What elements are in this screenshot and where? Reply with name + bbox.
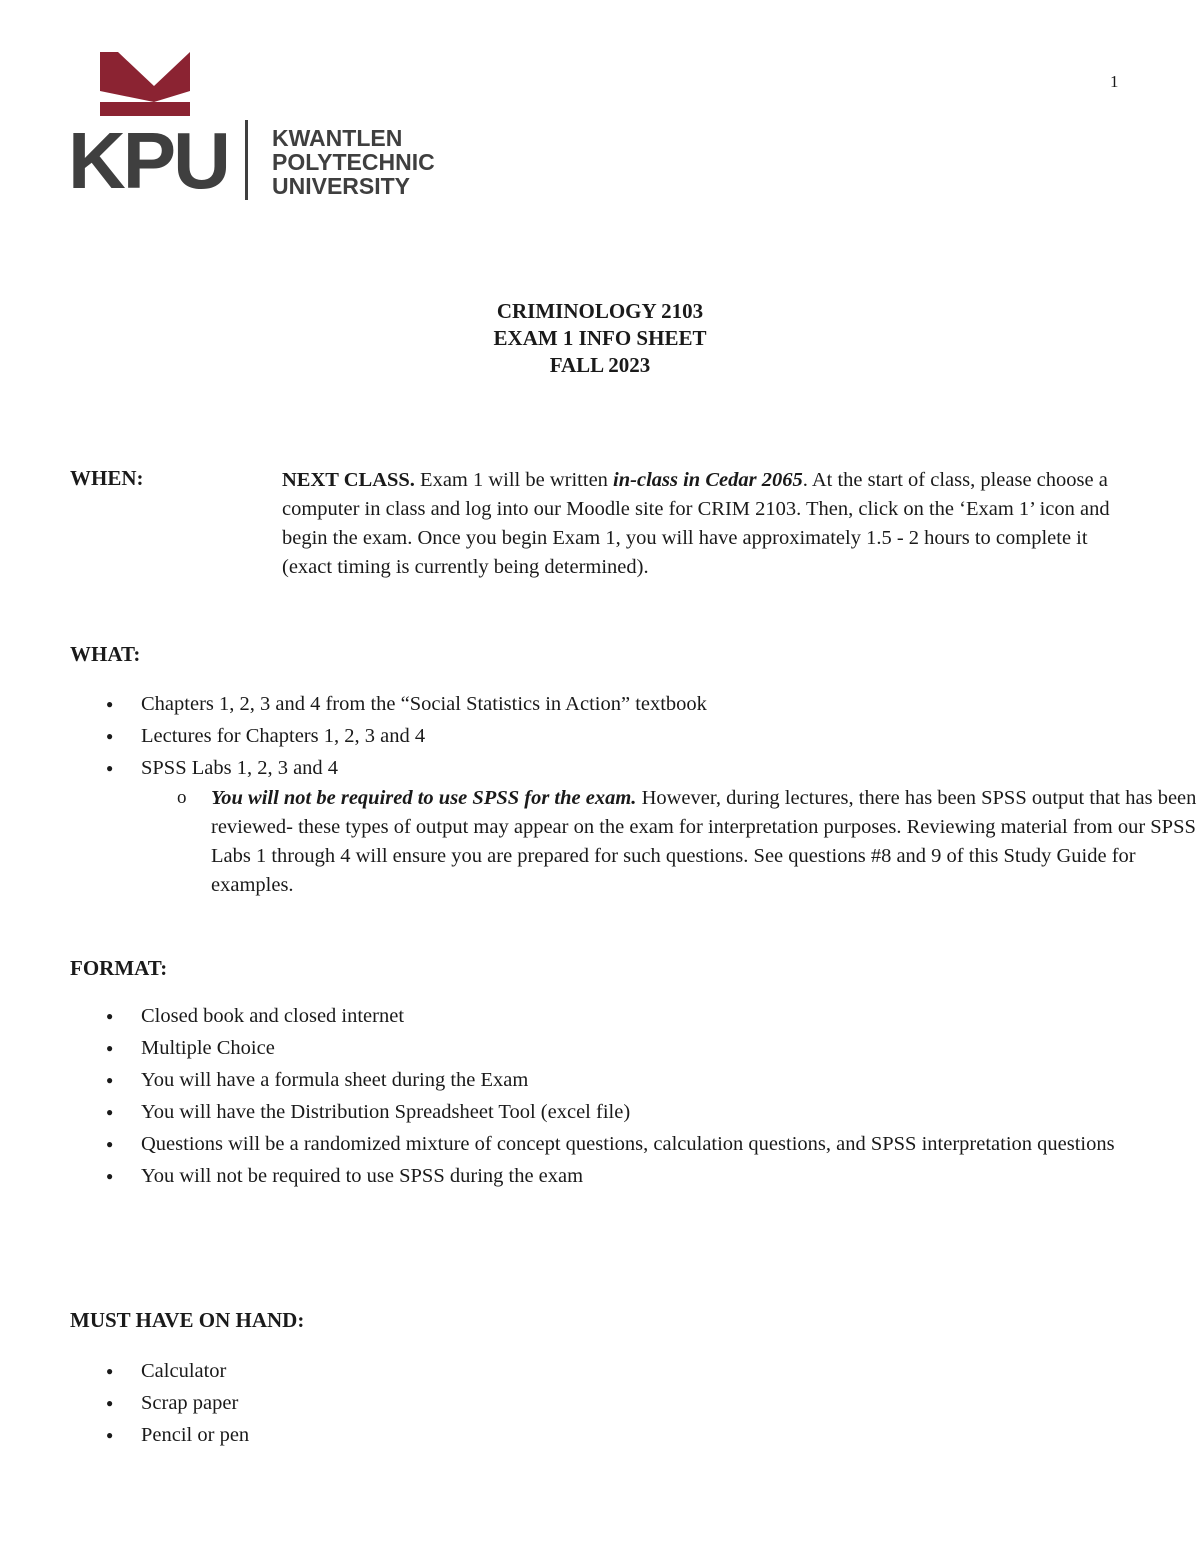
list-item: ● Closed book and closed internet xyxy=(100,1002,1140,1031)
kpu-chevron-icon xyxy=(100,52,190,102)
list-item: ● Multiple Choice xyxy=(100,1034,1140,1063)
logo-line-2: POLYTECHNIC xyxy=(272,149,435,175)
logo-abbr: KPU xyxy=(68,116,228,204)
what-label: WHAT: xyxy=(70,642,141,666)
what-list xyxy=(100,688,1200,900)
when-emphasis: in-class in Cedar 2065 xyxy=(613,469,803,491)
format-list xyxy=(100,1002,1140,1191)
list-item: ● You will have the Distribution Spreadsheet Tool (excel file) xyxy=(100,1098,1140,1127)
when-text-2: . At the start of class, please choose a computer in class and log into our Moodle site for CRIM 2103. Then, click on the ‘Exam 1’ icon and begin the exam. Once you begin Exam 1, you will have approximately 1.5 - 2 hours to complete it (exact timing is currently being determined). xyxy=(282,469,1110,578)
logo-line-3: UNIVERSITY xyxy=(272,173,411,199)
list-item: ● You will not be required to use SPSS during the exam xyxy=(100,1162,1140,1191)
list-item xyxy=(100,752,1200,900)
sub-emphasis: You will not be required to use SPSS for the exam. xyxy=(211,787,637,809)
list-item: ● Scrap paper xyxy=(100,1387,249,1419)
format-label: FORMAT: xyxy=(70,956,168,980)
must-have-label: MUST HAVE ON HAND: xyxy=(70,1308,305,1332)
title-line-1: CRIMINOLOGY 2103 xyxy=(496,299,704,323)
sub-text: However, during lectures, there has been SPSS output that has been reviewed- these types of output may appear on the exam for interpretation purposes. Reviewing material from our SPSS Labs 1 through 4 will ensure you are prepared for such questions. See questions #8 and 9 of this Study Guide for examples. xyxy=(211,787,1197,896)
logo-divider xyxy=(245,120,248,200)
title-line-3: FALL 2023 xyxy=(549,353,651,377)
when-text xyxy=(282,466,1142,582)
kpu-logo xyxy=(68,48,440,204)
list-item: ● Chapters 1, 2, 3 and 4 from the “Social Statistics in Action” textbook xyxy=(100,688,1200,720)
list-item: ● Questions will be a randomized mixture of concept questions, calculation questions, and SPSS interpretation questions xyxy=(100,1130,1140,1159)
logo-line-1: KWANTLEN xyxy=(272,125,403,151)
when-lead: NEXT CLASS. xyxy=(282,469,415,491)
list-item: ● Lectures for Chapters 1, 2, 3 and 4 xyxy=(100,720,1200,752)
page-number: 1 xyxy=(1110,72,1119,91)
title-line-2: EXAM 1 INFO SHEET xyxy=(493,326,707,350)
what-sub-list xyxy=(141,784,1200,900)
list-item: ● You will have a formula sheet during the Exam xyxy=(100,1066,1140,1095)
list-item: ● Calculator xyxy=(100,1355,249,1387)
document-title xyxy=(0,298,1200,379)
list-item-text: SPSS Labs 1, 2, 3 and 4 xyxy=(141,757,339,779)
list-item: ● Pencil or pen xyxy=(100,1419,249,1451)
sub-list-item xyxy=(141,784,1200,900)
must-have-list xyxy=(100,1355,249,1451)
when-text-1: Exam 1 will be written xyxy=(414,469,614,491)
kpu-bar xyxy=(100,102,190,116)
when-label: WHEN: xyxy=(70,466,144,490)
